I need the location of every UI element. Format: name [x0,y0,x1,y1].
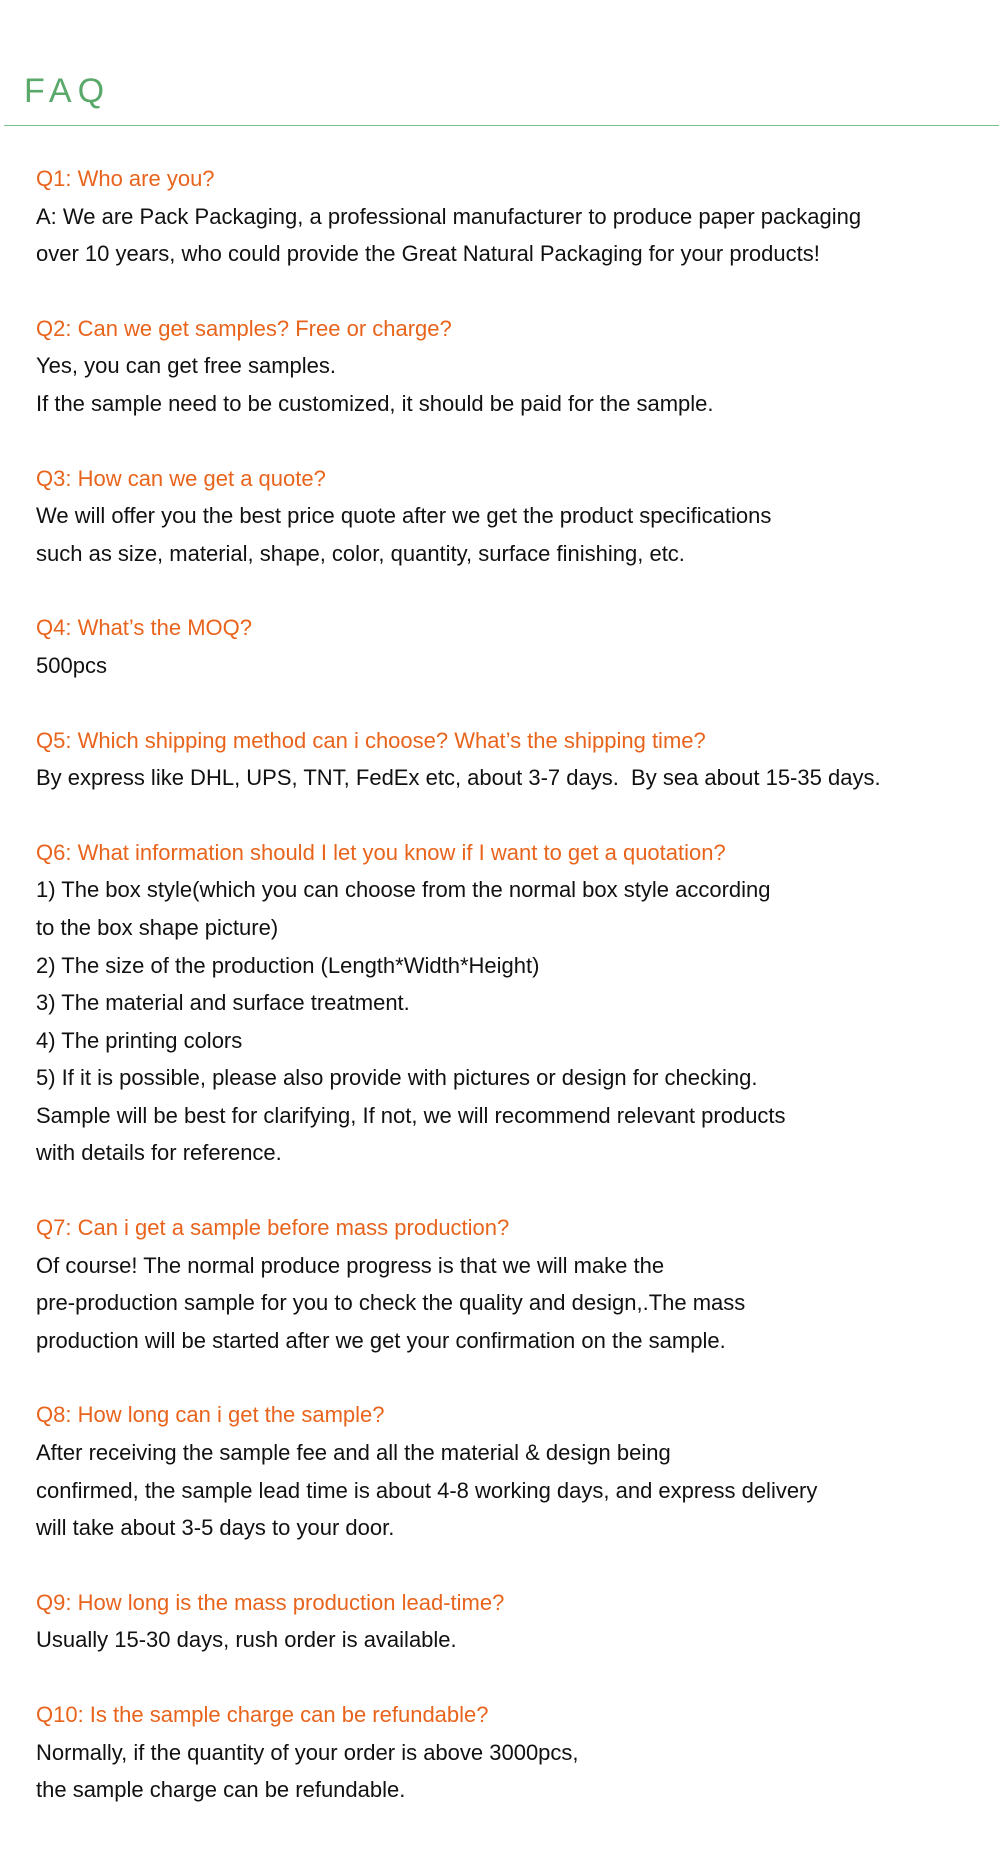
faq-title: FAQ [24,72,111,110]
faq-answer-line: confirmed, the sample lead time is about 4-8 working days, and express delivery [36,1477,818,1503]
faq-question: Q8: How long can i get the sample? [36,1402,385,1428]
faq-question: Q9: How long is the mass production lead-time? [36,1589,505,1615]
faq-answer-line: will take about 3-5 days to your door. [36,1515,395,1541]
faq-answer-line: A: We are Pack Packaging, a professional manufacturer to produce paper packaging [36,203,862,229]
faq-list [36,160,976,1846]
faq-answer-line: Of course! The normal produce progress is that we will make the [36,1252,665,1278]
faq-question: Q7: Can i get a sample before mass production? [36,1215,510,1241]
faq-question: Q3: How can we get a quote? [36,465,326,491]
faq-answer-line: Normally, if the quantity of your order is above 3000pcs, [36,1739,579,1765]
faq-item [36,1209,976,1359]
faq-question: Q6: What information should I let you know if I want to get a quotation? [36,839,726,865]
faq-answer-line: 2) The size of the production (Length*Width*Height) [36,952,540,978]
faq-answer-line: Usually 15-30 days, rush order is available. [36,1627,457,1653]
faq-answer-line: 3) The material and surface treatment. [36,990,410,1016]
faq-answer-line: to the box shape picture) [36,914,279,940]
faq-answer-line: After receiving the sample fee and all the material & design being [36,1440,671,1466]
faq-item [36,834,976,1172]
faq-question: Q10: Is the sample charge can be refundable? [36,1702,489,1727]
faq-item [36,1696,976,1809]
faq-answer-line: such as size, material, shape, color, quantity, surface finishing, etc. [36,540,685,566]
faq-item [36,609,976,684]
faq-answer-line: pre-production sample for you to check the quality and design,.The mass [36,1290,746,1316]
faq-answer-line: If the sample need to be customized, it should be paid for the sample. [36,390,714,416]
faq-answer-line: We will offer you the best price quote after we get the product specifications [36,503,772,529]
faq-answer-line: the sample charge can be refundable. [36,1777,406,1803]
faq-item [36,722,976,797]
faq-item [36,1396,976,1546]
faq-answer-line: 5) If it is possible, please also provide with pictures or design for checking. [36,1065,758,1091]
faq-answer-line: By express like DHL, UPS, TNT, FedEx etc, about 3-7 days. By sea about 15-35 days. [36,765,881,791]
faq-question: Q5: Which shipping method can i choose? What’s the shipping time? [36,727,706,753]
faq-answer-line: with details for reference. [36,1140,282,1166]
faq-answer-line: Sample will be best for clarifying, If not, we will recommend relevant products [36,1102,786,1128]
faq-question: Q2: Can we get samples? Free or charge? [36,315,452,341]
faq-answer-line: Yes, you can get free samples. [36,353,337,379]
faq-answer-line: 4) The printing colors [36,1027,243,1053]
faq-question: Q1: Who are you? [36,166,215,191]
faq-answer-line: 500pcs [36,652,107,678]
faq-item [36,310,976,423]
faq-answer-line: 1) The box style(which you can choose from the normal box style according [36,877,771,903]
faq-item [36,160,976,273]
faq-item [36,1584,976,1659]
faq-answer-line: production will be started after we get your confirmation on the sample. [36,1327,726,1353]
header-divider [4,125,999,126]
faq-item [36,460,976,573]
faq-answer-line: over 10 years, who could provide the Great Natural Packaging for your products! [36,241,820,267]
faq-question: Q4: What’s the MOQ? [36,615,253,641]
